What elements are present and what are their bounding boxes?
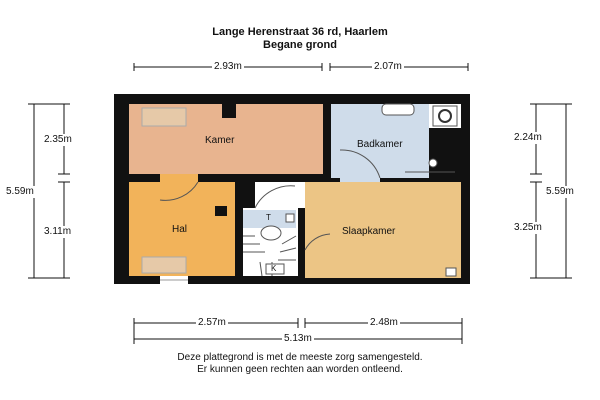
room-label-kamer: Kamer [205, 135, 235, 146]
stair-landing [255, 182, 305, 208]
dim-left-lower: 3.11m [44, 226, 72, 237]
disclaimer-line-2: Er kunnen geen rechten aan worden ontleend. [197, 364, 403, 375]
slaapkamer-wall [298, 208, 305, 278]
radiator-hal [142, 257, 186, 273]
room-label-toilet: T [266, 213, 271, 222]
dim-right-upper: 2.24m [514, 132, 542, 143]
dim-right-lower: 3.25m [514, 222, 542, 233]
disclaimer-line-1: Deze plattegrond is met de meeste zorg samengesteld. [177, 352, 423, 363]
toilet-sink [286, 214, 294, 222]
address-title: Lange Herenstraat 36 rd, Haarlem [212, 26, 388, 38]
wall-pillar [222, 104, 236, 118]
slaapkamer-fixture [446, 268, 456, 276]
wash-basin [382, 104, 414, 115]
hal-wall [235, 182, 243, 276]
room-label-kast: K [271, 264, 277, 273]
dimension-lines-top [134, 63, 468, 71]
dim-top-left: 2.93m [214, 61, 242, 72]
dim-left-upper: 2.35m [44, 134, 72, 145]
shower-drain [429, 159, 437, 167]
badkamer-wall [323, 104, 331, 178]
dim-bottom-total: 5.13m [284, 333, 312, 344]
wall-pillar [215, 206, 227, 216]
dim-top-right: 2.07m [374, 61, 402, 72]
room-label-hal: Hal [172, 224, 188, 235]
floor-title: Begane grond [263, 39, 337, 51]
dim-right-total: 5.59m [546, 186, 574, 197]
door-opening-hal-kamer [160, 174, 198, 182]
toilet-bowl [261, 226, 281, 240]
door-opening-badkamer [340, 174, 380, 182]
dim-bottom-right: 2.48m [370, 317, 398, 328]
dim-left-total: 5.59m [6, 186, 34, 197]
room-label-slaapkamer: Slaapkamer [342, 226, 396, 237]
room-label-badkamer: Badkamer [357, 139, 403, 150]
dim-bottom-left: 2.57m [198, 317, 226, 328]
radiator-kamer [142, 108, 186, 126]
